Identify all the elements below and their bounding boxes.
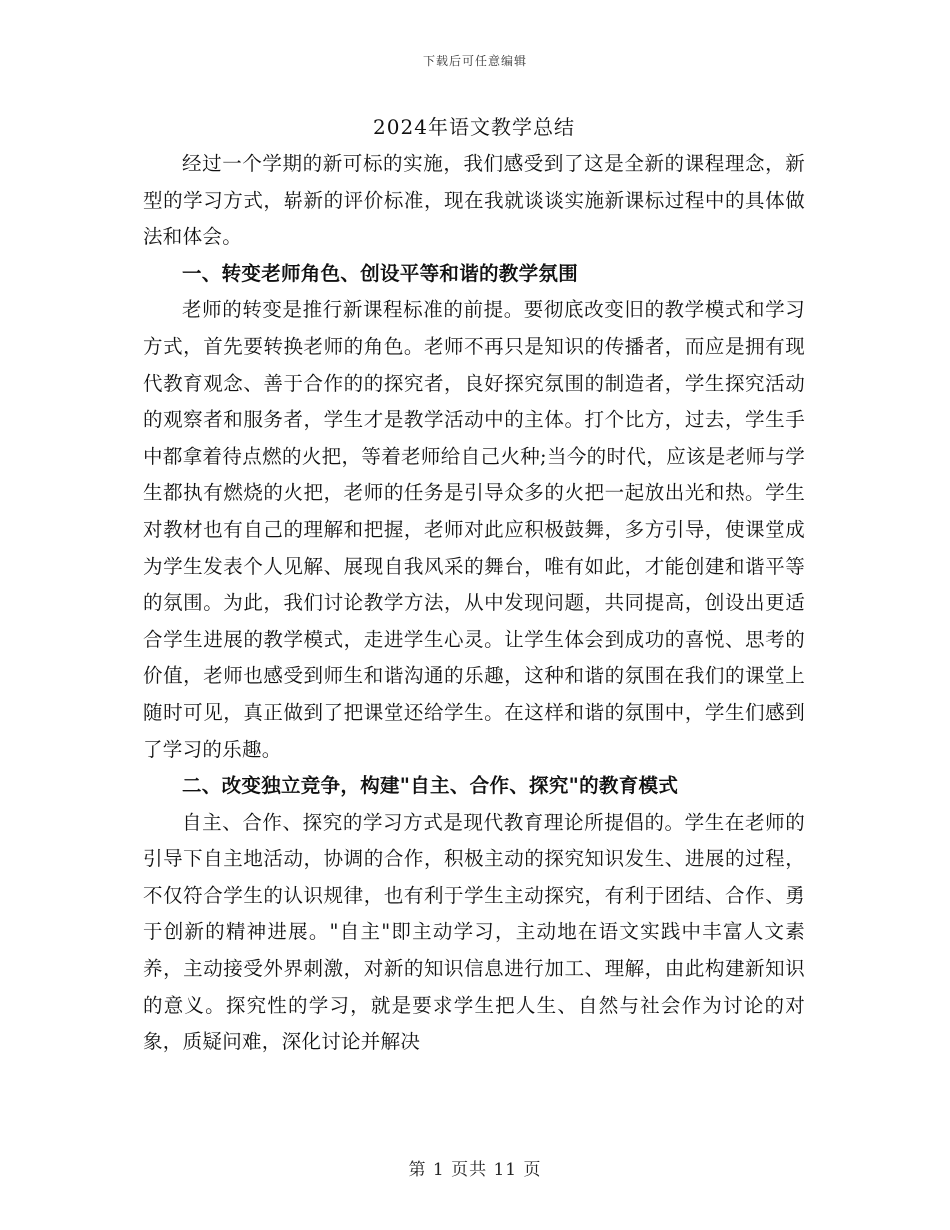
section-2-paragraph: 自主、合作、探究的学习方式是现代教育理论所提倡的。学生在老师的引导下自主地活动，协调的合作，积极主动的探究知识发生、进展的过程，不仅符合学生的认识规律，也有利于学生主动探究，有利于团结、合作、勇于创新的精神进展。"自主"即主动学习，主动地在语文实践中丰富人文素养，主动接受外界刺激，对新的知识信息进行加工、理解，由此构建新知识的意义。探究性的学习，就是要求学生把人生、自然与社会作为讨论的对象，质疑问难，深化讨论并解决 — [143, 810, 805, 1054]
intro-paragraph: 经过一个学期的新可标的实施，我们感受到了这是全新的课程理念，新型的学习方式，崭新的评价标准，现在我就谈谈实施新课标过程中的具体做法和体会。 — [143, 152, 805, 249]
section-2-heading: 二、改变独立竞争，构建"自主、合作、探究"的教育模式 — [182, 774, 679, 798]
section-1-paragraph: 老师的转变是推行新课程标准的前提。要彻底改变旧的教学模式和学习方式，首先要转换老师的角色。老师不再只是知识的传播者，而应是拥有现代教育观念、善于合作的的探究者，良好探究氛围的制造者，学生探究活动的观察者和服务者，学生才是教学活动中的主体。打个比方，过去，学生手中都拿着待点燃的火把，等着老师给自己火种;当今的时代，应该是老师与学生都执有燃烧的火把，老师的任务是引导众多的火把一起放出光和热。学生对教材也有自己的理解和把握，老师对此应积极鼓舞，多方引导，使课堂成为学生发表个人见解、展现自我风采的舞台，唯有如此，才能创建和谐平等的氛围。为此，我们讨论教学方法，从中发现问题，共同提高，创设出更适合学生进展的教学模式，走进学生心灵。让学生体会到成功的喜悦、思考的价值，老师也感受到师生和谐沟通的乐趣，这种和谐的氛围在我们的课堂上随时可见，真正做到了把课堂还给学生。在这样和谐的氛围中，学生们感到了学习的乐趣。 — [143, 298, 805, 761]
page-number-footer: 第 1 页共 11 页 — [408, 1160, 542, 1180]
page-header-note: 下载后可任意编辑 — [422, 54, 527, 68]
document-body — [143, 112, 805, 1061]
document-title: 2024年语文教学总结 — [373, 115, 575, 139]
section-1-heading: 一、转变老师角色、创设平等和谐的教学氛围 — [182, 261, 579, 285]
